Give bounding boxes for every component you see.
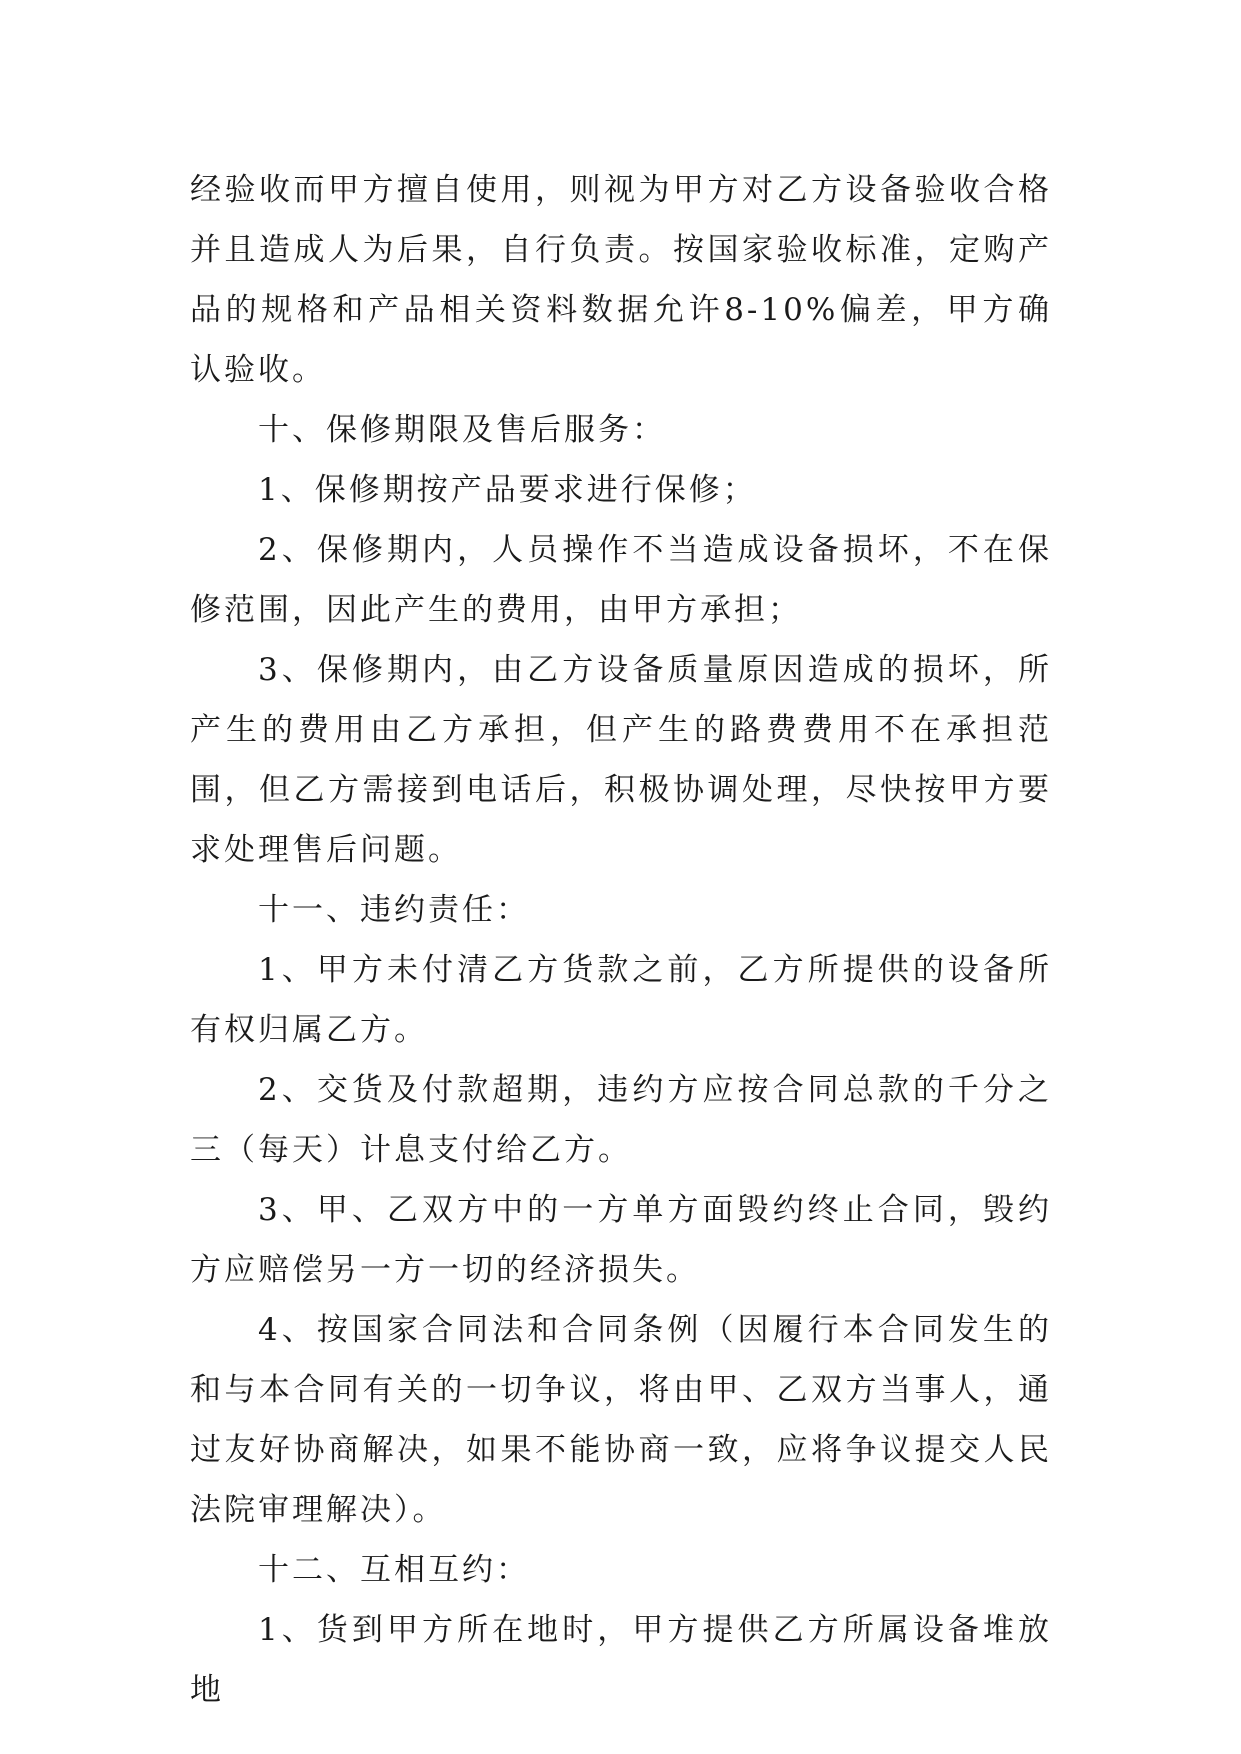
- document-body: [190, 160, 1052, 1720]
- clause-warranty-3: 3、保修期内，由乙方设备质量原因造成的损坏，所产生的费用由乙方承担，但产生的路费费用不在承担范围，但乙方需接到电话后，积极协调处理，尽快按甲方要求处理售后问题。: [190, 652, 1052, 868]
- clause-mutual-1: 1、货到甲方所在地时，甲方提供乙方所属设备堆放地: [190, 1612, 1052, 1708]
- heading-warranty-service: 十、保修期限及售后服务：: [258, 412, 666, 448]
- clause-breach-2: 2、交货及付款超期，违约方应按合同总款的千分之三（每天）计息支付给乙方。: [190, 1072, 1052, 1168]
- clause-breach-1: 1、甲方未付清乙方货款之前，乙方所提供的设备所有权归属乙方。: [190, 952, 1052, 1048]
- clause-warranty-2: 2、保修期内，人员操作不当造成设备损坏，不在保修范围，因此产生的费用，由甲方承担；: [190, 532, 1052, 628]
- clause-warranty-1: 1、保修期按产品要求进行保修；: [258, 472, 757, 508]
- clause-breach-4: 4、按国家合同法和合同条例（因履行本合同发生的和与本合同有关的一切争议，将由甲、乙双方当事人，通过友好协商解决，如果不能协商一致，应将争议提交人民法院审理解决）。: [190, 1312, 1052, 1528]
- paragraph-acceptance-continued: 经验收而甲方擅自使用，则视为甲方对乙方设备验收合格并且造成人为后果，自行负责。按国家验收标准，定购产品的规格和产品相关资料数据允许8-10%偏差，甲方确认验收。: [190, 172, 1052, 388]
- heading-mutual-agreement: 十二、互相互约：: [258, 1552, 530, 1588]
- clause-breach-3: 3、甲、乙双方中的一方单方面毁约终止合同，毁约方应赔偿另一方一切的经济损失。: [190, 1192, 1052, 1288]
- heading-breach-liability: 十一、违约责任：: [258, 892, 530, 928]
